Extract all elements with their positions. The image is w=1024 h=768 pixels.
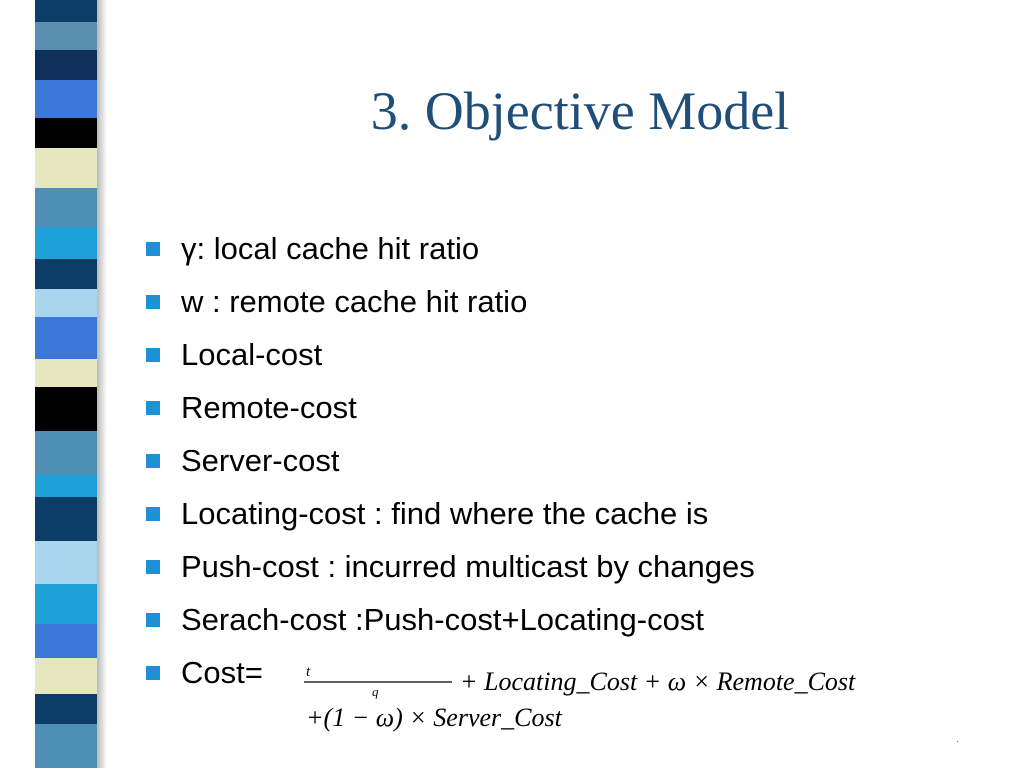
square-bullet-icon <box>146 348 160 362</box>
square-bullet-icon <box>146 613 160 627</box>
formula-denominator: q <box>372 684 379 699</box>
bullet-text: γ: local cache hit ratio <box>181 230 480 266</box>
bullet-text: Cost= <box>181 654 263 690</box>
formula-line1-rest: + Locating_Cost + ω × Remote_Cost <box>460 667 856 696</box>
square-bullet-icon <box>146 454 160 468</box>
square-bullet-icon <box>146 666 160 680</box>
bullet-item <box>146 540 755 593</box>
formula-numerator: t <box>306 664 311 680</box>
bullet-item <box>146 275 755 328</box>
bullet-item <box>146 328 755 381</box>
square-bullet-icon <box>146 401 160 415</box>
formula-line2: +(1 − ω) × Server_Cost <box>306 703 562 732</box>
decorative-stripe <box>35 0 97 768</box>
square-bullet-icon <box>146 242 160 256</box>
bullet-item <box>146 593 755 646</box>
stripe-shadow <box>97 0 107 768</box>
bullet-text: Remote-cost <box>181 389 357 425</box>
bullet-text: Serach-cost :Push-cost+Locating-cost <box>181 601 704 637</box>
bullet-text: Push-cost : incurred multicast by changes <box>181 548 755 584</box>
bullet-list <box>146 222 755 699</box>
cost-formula <box>304 660 964 732</box>
bullet-item <box>146 222 755 275</box>
square-bullet-icon <box>146 560 160 574</box>
bullet-item <box>146 487 755 540</box>
bullet-item <box>146 434 755 487</box>
corner-mark: · <box>956 736 960 747</box>
bullet-text: w : remote cache hit ratio <box>181 283 528 319</box>
bullet-item <box>146 381 755 434</box>
bullet-text: Local-cost <box>181 336 323 372</box>
square-bullet-icon <box>146 295 160 309</box>
square-bullet-icon <box>146 507 160 521</box>
bullet-text: Locating-cost : find where the cache is <box>181 495 709 531</box>
slide-title: 3. Objective Model <box>370 81 790 141</box>
bullet-text: Server-cost <box>181 442 340 478</box>
